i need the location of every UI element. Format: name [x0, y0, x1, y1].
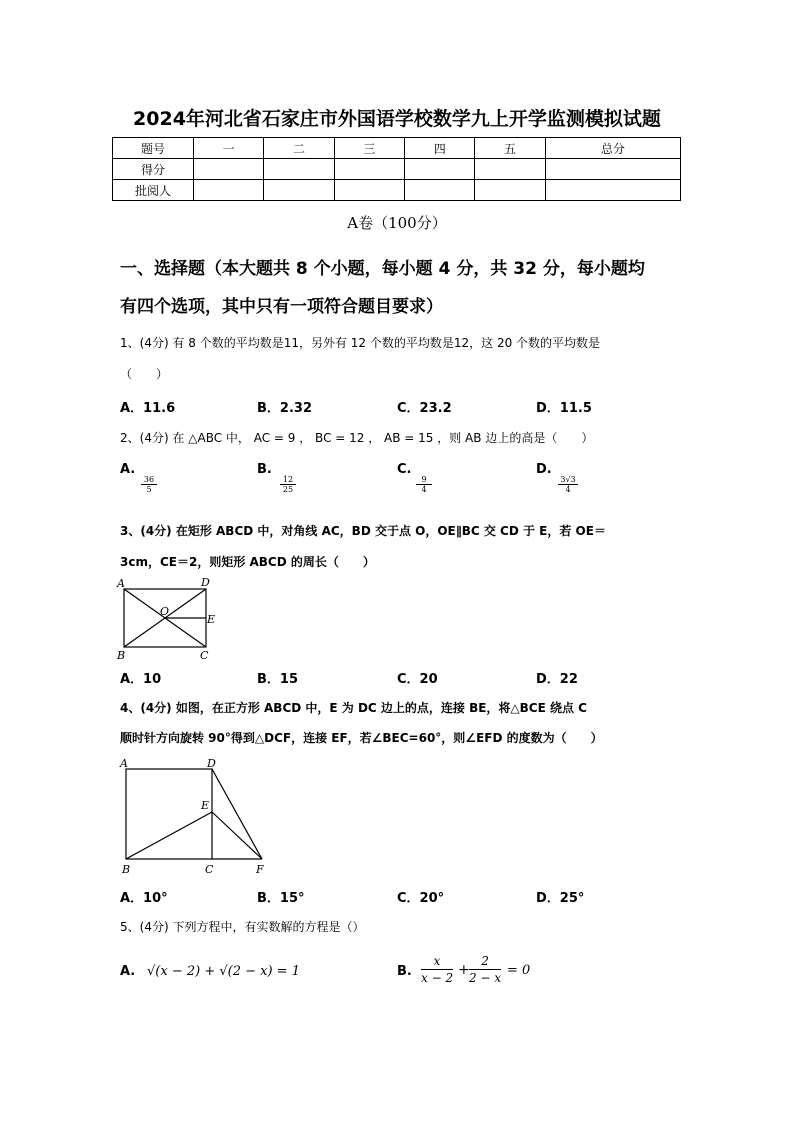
question-3-text-line2: 3cm，CE＝2，则矩形 ABCD 的周长（ ） [120, 555, 375, 569]
figure-label-e: E [207, 613, 216, 626]
plus-sign: + [458, 962, 470, 978]
empty-cell [475, 180, 545, 201]
option-c: C. [397, 462, 412, 477]
option-b: B. [397, 964, 412, 979]
denominator: 4 [565, 485, 571, 494]
figure-label-o: O [160, 605, 170, 618]
option-d: D．11.5 [536, 401, 592, 416]
numerator: 3√3 [558, 475, 578, 485]
question-1-text: 1、(4分) 有 8 个数的平均数是11，另外有 12 个数的平均数是12，这 20 个数的平均数是 [120, 336, 601, 350]
table-header-cell: 总分 [545, 138, 680, 159]
figure-label-a: A [120, 757, 128, 770]
option-a: A．10 [120, 672, 162, 687]
question-3-text-line1: 3、(4分) 在矩形 ABCD 中，对角线 AC，BD 交于点 O，OE∥BC 交 CD 于 E，若 OE＝ [120, 524, 606, 538]
fraction-b [280, 475, 296, 494]
denominator: 2 − x [469, 971, 502, 985]
section-heading: A卷（100分） [347, 214, 447, 232]
page-title: 2024年河北省石家庄市外国语学校数学九上开学监测模拟试题 [133, 108, 661, 130]
option-a: A. [120, 964, 136, 979]
option-a-expression: √(x − 2) + √(2 − x) = 1 [147, 964, 300, 979]
numerator: x [421, 953, 453, 970]
numerator: 12 [280, 475, 296, 485]
square-figure [116, 753, 272, 879]
denominator: 25 [282, 485, 294, 494]
score-table [112, 137, 681, 201]
numerator: 9 [416, 475, 432, 485]
option-b: B．15° [257, 891, 305, 906]
option-d: D．22 [536, 672, 578, 687]
option-b-fraction-1 [421, 953, 453, 986]
figure-label-b: B [117, 649, 126, 661]
fraction-a [141, 475, 157, 494]
option-b: B．15 [257, 672, 298, 687]
equals-zero: = 0 [507, 963, 531, 978]
empty-cell [194, 180, 264, 201]
option-b: B．2.32 [257, 401, 312, 416]
table-header-cell: 四 [405, 138, 475, 159]
option-a: A. [120, 462, 136, 477]
denominator: 4 [421, 485, 427, 494]
table-header-cell: 题号 [113, 138, 194, 159]
figure-label-d: D [207, 757, 216, 770]
question-5-text: 5、(4分) 下列方程中，有实数解的方程是（） [120, 920, 365, 934]
empty-cell [405, 159, 475, 180]
option-d: D. [536, 462, 552, 477]
figure-label-c: C [200, 649, 209, 661]
numerator: 2 [469, 953, 501, 970]
option-a: A．10° [120, 891, 168, 906]
figure-label-c: C [205, 863, 214, 876]
empty-cell [194, 159, 264, 180]
figure-label-a: A [117, 577, 125, 590]
table-header-cell: 三 [334, 138, 404, 159]
fraction-d [558, 475, 578, 494]
rectangle-figure [116, 575, 220, 661]
option-b-fraction-2 [469, 953, 501, 986]
figure-label-b: B [122, 863, 131, 876]
empty-cell [405, 180, 475, 201]
figure-label-d: D [201, 576, 210, 589]
table-header-cell: 二 [264, 138, 334, 159]
fraction-c [416, 475, 432, 494]
part-heading-line2: 有四个选项，其中只有一项符合题目要求） [120, 297, 443, 317]
option-b: B. [257, 462, 272, 477]
option-c: C．20 [397, 672, 438, 687]
empty-cell [264, 159, 334, 180]
empty-cell [545, 180, 680, 201]
question-2-text: 2、(4分) 在 △ABC 中， AC = 9 ， BC = 12 ， AB = 15 ，则 AB 边上的高是（ ） [120, 431, 594, 445]
denominator: x − 2 [421, 971, 454, 985]
empty-cell [264, 180, 334, 201]
option-d: D．25° [536, 891, 585, 906]
table-header-cell: 一 [194, 138, 264, 159]
score-table-row [113, 180, 681, 201]
figure-label-f: F [256, 863, 264, 876]
part-heading-line1: 一、选择题（本大题共 8 个小题，每小题 4 分，共 32 分，每小题均 [120, 259, 645, 279]
option-c: C．20° [397, 891, 445, 906]
question-1-bracket: （ ） [120, 367, 169, 381]
option-c: C．23.2 [397, 401, 452, 416]
row-label: 批阅人 [113, 180, 194, 201]
question-4-text-line2: 顺时针方向旋转 90°得到△DCF，连接 EF，若∠BEC=60°，则∠EFD 的度数为（ ） [120, 731, 603, 745]
numerator: 36 [141, 475, 157, 485]
option-a: A．11.6 [120, 401, 176, 416]
empty-cell [334, 159, 404, 180]
row-label: 得分 [113, 159, 194, 180]
score-table-row [113, 159, 681, 180]
figure-label-e: E [201, 799, 210, 812]
denominator: 5 [146, 485, 152, 494]
empty-cell [334, 180, 404, 201]
empty-cell [475, 159, 545, 180]
table-header-cell: 五 [475, 138, 545, 159]
question-4-text-line1: 4、(4分) 如图，在正方形 ABCD 中，E 为 DC 边上的点，连接 BE，将△BCE 绕点 C [120, 701, 587, 715]
score-table-header-row [113, 138, 681, 159]
empty-cell [545, 159, 680, 180]
